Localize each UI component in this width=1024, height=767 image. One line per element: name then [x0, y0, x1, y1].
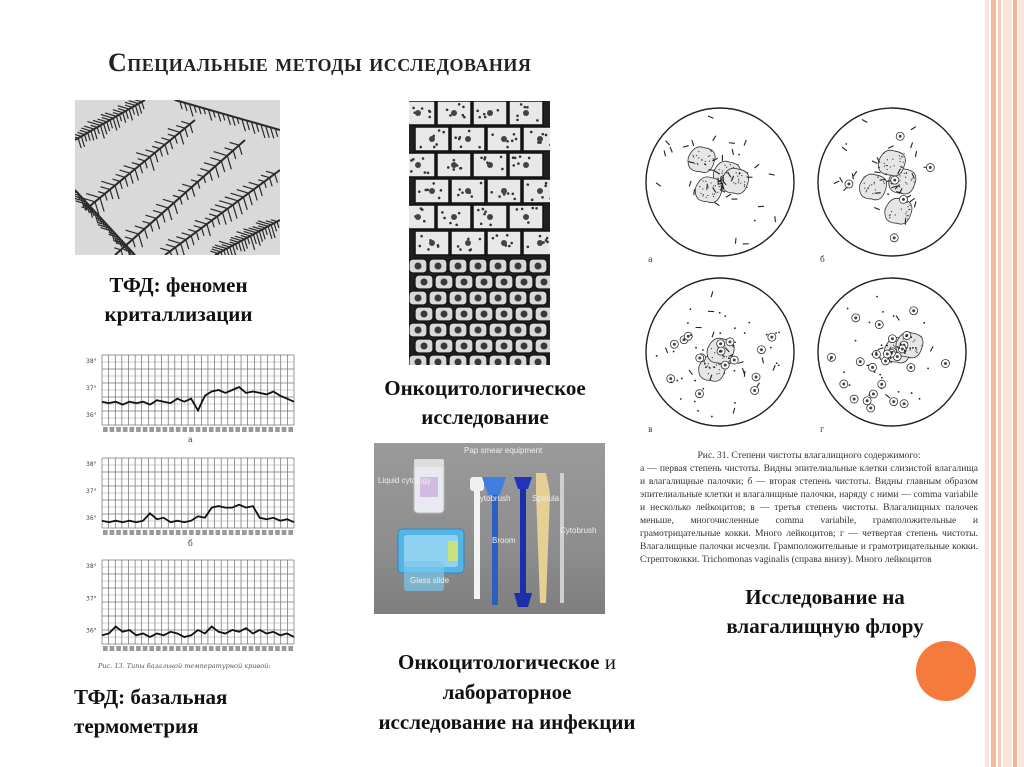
pap-label-2: Cytobrush	[474, 494, 511, 503]
crystallization-caption-line2: криталлизации	[104, 302, 253, 326]
thermo-tick: 36°	[86, 627, 97, 635]
lab-caption-line2: лабораторное	[442, 680, 572, 704]
stripe-5	[1013, 0, 1017, 767]
thermo-tick: 36°	[86, 514, 97, 522]
thermo-panel-2	[86, 458, 294, 535]
thermo-day-row	[103, 646, 293, 651]
thermo-day-row	[103, 427, 293, 432]
flora-circle-4	[818, 278, 966, 426]
flora-circle-3	[646, 278, 794, 426]
flora-label: а	[648, 255, 653, 264]
flora-figure-caption	[640, 449, 978, 566]
stripe-1	[985, 0, 989, 767]
flora-label: б	[820, 255, 825, 264]
flora-circle-1	[646, 108, 794, 256]
thermo-tick: 37°	[86, 384, 97, 392]
crystallization-caption	[76, 271, 281, 329]
crystallization-image	[75, 100, 280, 255]
pap-heading: Pap smear equipment	[464, 446, 543, 455]
oncocytology-caption	[360, 374, 610, 432]
thermo-tick: 38°	[86, 461, 97, 468]
thermo-curve-2	[102, 505, 294, 523]
thermo-tick: 38°	[86, 563, 97, 570]
pap-label-3: Spatula	[532, 494, 560, 503]
page-title: Специальные методы исследования	[108, 48, 532, 77]
thermo-tick: 36°	[86, 411, 97, 419]
oncocytology-caption-line1: Онкоцитологическое	[384, 376, 586, 400]
oncocytology-caption-line2: исследование	[421, 405, 549, 429]
basal-thermometry-chart	[84, 350, 298, 673]
flora-label: г	[820, 425, 825, 434]
lab-caption-normal: и	[599, 650, 617, 674]
flora-caption-body: а — первая степень чистоты. Видны эпителиальные клетки слизистой влагалища и влагалищные палочки; б — вторая степень чистоты. Видны главным образом эпителиальные клетки и влагалищные палочки, наряду с ними — comma variabile и несколько лейкоцитов; в — третья степень чистоты. Влагалищных палочек меньше, многочисленные comma variabile, грамположительные и грамотрицательные кокки. Много лейкоцитов; г — четвертая степень чистоты. Влагалищные палочки исчезли. Грамположительные и грамотрицательные кокки. Стрептококки. Trichomonas vaginalis (справа внизу). Много лейкоцитов	[640, 463, 978, 565]
thermo-tick: 37°	[86, 595, 97, 603]
basal-caption-line2: термометрия	[74, 714, 199, 738]
thermo-tick: 37°	[86, 487, 97, 495]
lab-caption-line3: исследование на инфекции	[378, 710, 636, 734]
thermo-curve-1	[102, 387, 294, 410]
flora-figure	[640, 102, 980, 442]
lab-caption	[342, 647, 672, 737]
thermo-panel-1	[86, 355, 294, 432]
pap-label-5: Cytobrush	[560, 526, 597, 535]
lab-caption-line1	[342, 647, 672, 677]
lab-caption-bold: Онкоцитологическое	[397, 650, 600, 674]
flora-label: в	[648, 425, 653, 434]
basal-caption-line1: ТФД: базальная	[74, 685, 228, 709]
stripe-2	[991, 0, 996, 767]
crystallization-caption-line1: ТФД: феномен	[109, 273, 248, 297]
flora-caption	[690, 583, 960, 641]
pap-label-4: Broom	[492, 536, 516, 545]
basal-caption	[74, 683, 318, 741]
flora-caption-line2: влагалищную флору	[726, 614, 924, 638]
thermo-label-b: б	[188, 539, 193, 548]
stripe-4	[1003, 0, 1012, 767]
stripe-6	[1018, 0, 1024, 767]
thermo-label-a: а	[188, 435, 193, 444]
pap-label-6: Glass slide	[410, 576, 450, 585]
thermo-figure-caption: Рис. 13. Типы базальной температурной кривой:	[98, 662, 271, 670]
flora-caption-head: Рис. 31. Степени чистоты влагалищного содержимого:	[697, 450, 921, 461]
oncocytology-image	[409, 101, 550, 365]
thermo-tick: 38°	[86, 358, 97, 365]
thermo-day-row	[103, 530, 293, 535]
thermo-curve-3	[102, 627, 294, 638]
thermo-panel-3	[86, 560, 294, 651]
flora-circle-2	[818, 108, 966, 256]
stripe-3	[998, 0, 1001, 767]
pap-smear-photo	[374, 443, 605, 614]
flora-caption-line1: Исследование на	[745, 585, 905, 609]
accent-circle	[916, 641, 976, 701]
pap-label-1: Liquid cytology	[378, 476, 431, 485]
